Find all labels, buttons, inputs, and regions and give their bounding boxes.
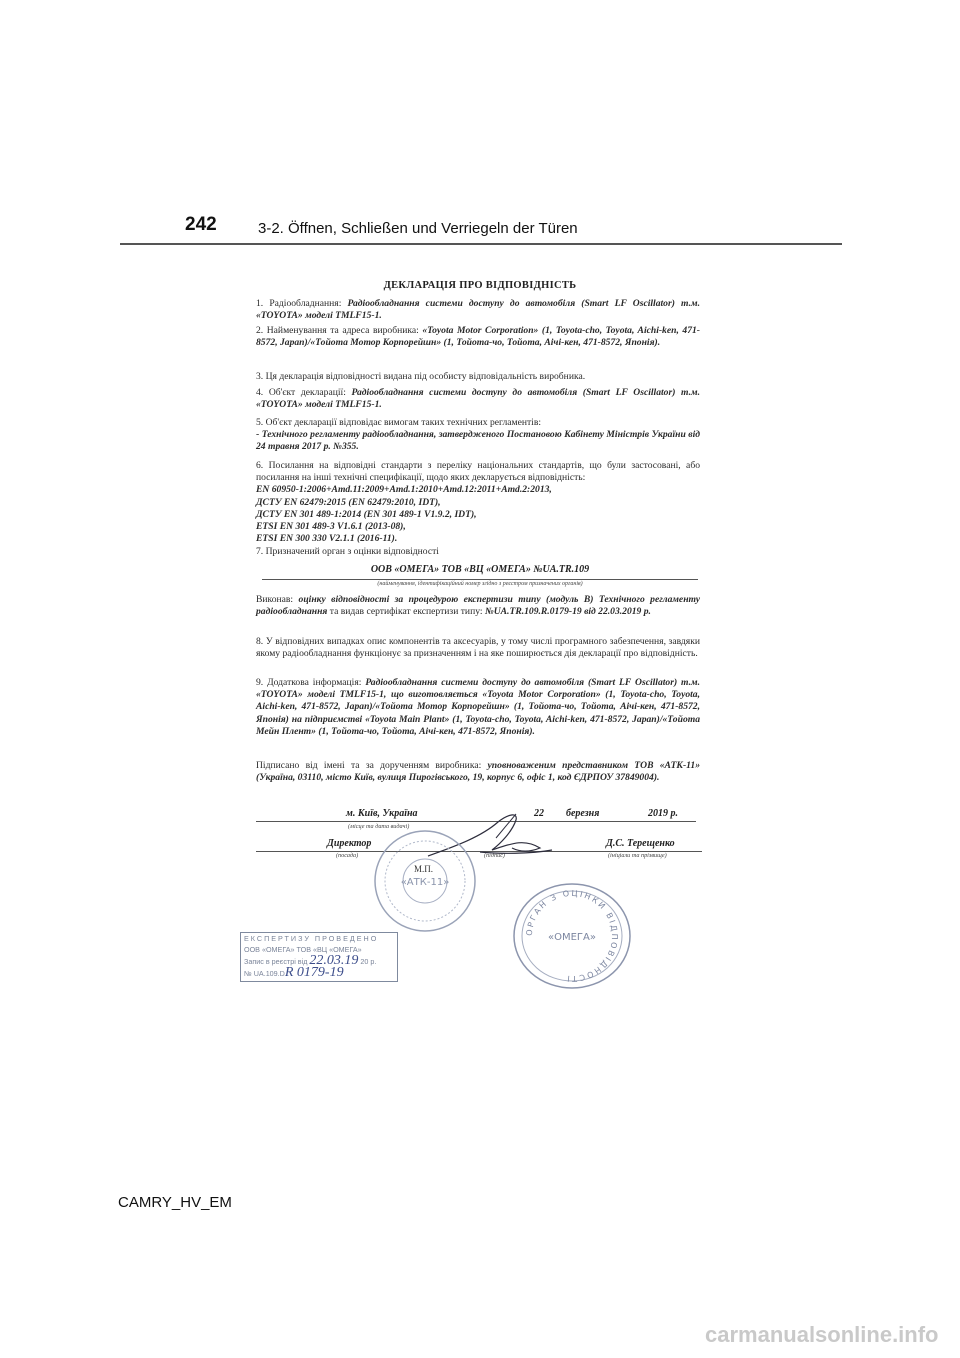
standard-5: ETSI EN 300 330 V2.1.1 (2016-11).	[256, 533, 398, 545]
item-5: 5. Об'єкт декларації відповідає вимогам таких технічних регламентів: - Технічного регламенту радіообладнання, затвердженого Постановою Кабінету Міністрів України від 24 травня 2017 р. №355.	[256, 417, 700, 453]
position-caption: (посада)	[336, 852, 359, 859]
item-2: 2. Найменування та адреса виробника: «Toyota Motor Corporation» (1, Toyota-cho, Toyota, Aichi-ken, 471-8572, Japan)/«Тойота Мотор Корпорейшн» (1, Тойота-чо, Тойота, Аічі-кен, 471-8572, Японія).	[256, 325, 700, 349]
company-seal-label: «АТК-11»	[400, 877, 450, 888]
stamp-line-1: ЕКСПЕРТИЗУ ПРОВЕДЕНО	[244, 934, 379, 943]
omega-seal-label: «ОМЕГА»	[548, 932, 596, 943]
place: м. Київ, Україна	[346, 808, 418, 819]
item-3: 3. Ця декларація відповідності видана під особисту відповідальність виробника.	[256, 371, 586, 382]
conformity-body-name: ООВ «ОМЕГА» ТОВ «ВЦ «ОМЕГА» №UA.TR.109	[370, 564, 590, 575]
signature-caption: (підпис)	[484, 852, 505, 859]
item-7-performed: Виконав: оцінку відповідності за процедурою експертизи типу (модуль В) Технічного регламенту радіообладнання та видав сертифікат експертизи типу: №UA.TR.109.R.0179-19 від 22.03.2019 р.	[256, 594, 700, 618]
signed-by: Підписано від імені та за дорученням виробника: уповноваженим представником ТОВ «АТК-11» (Україна, 03110, місто Київ, вулиця Пирогівського, 19, корпус 6, офіс 1, код ЄДРПОУ 37849004).	[256, 760, 700, 784]
model-id: CAMRY_HV_EM	[118, 1194, 232, 1211]
item-6: 6. Посилання на відповідні стандарти з переліку національних стандартів, що були застосовані, або посилання на інші технічні специфікації, щодо яких декларується відповідність: EN 60950-1:2006+Amd.11:2009+Amd.1:2010+Amd.12:2011+Amd.2:2013, ДСТУ EN 62479:2015 (EN 62479:2010, IDT), ДСТУ EN 301 489-1:2014 (EN 301 489-1 V1.9.2, IDT), ETSI EN 301 489-3 V1.6.1 (2013-08), ETSI EN 300 330 V2.1.1 (2016-11).	[256, 460, 700, 545]
header-divider	[120, 243, 842, 245]
item-9: 9. Додаткова інформація: Радіообладнання системи доступу до автомобіля (Smart LF Oscillator) т.м. «TOYOTA» моделі TMLF15-1, що виготовляється «Toyota Motor Corporation» (1, Toyota-cho, Toyota, Aichi-ken, 471-8572, Japan)/«Тойота Мотор Корпорейшн» (1, Тойота-чо, Тойота, Аічі-кен, 471-8572, Японія) на підприємстві «Toyota Main Plant» (1, Toyota-cho, Toyota, Aichi-ken, 471-8572, Japan)/«Тойота Мейн Плент» (1, Тойота-чо, Тойота, Аічі-кен, 471-8572, Японія).	[256, 677, 700, 737]
standard-2: ДСТУ EN 62479:2015 (EN 62479:2010, IDT),	[256, 496, 441, 508]
signatory-position: Директор	[327, 838, 372, 849]
stamp-line-4: № UA.109.DR 0179-19	[244, 965, 344, 980]
item-1: 1. Радіообладнання: Радіообладнання системи доступу до автомобіля (Smart LF Oscillator) т.м. «TOYOTA» моделі TMLF15-1.	[256, 298, 700, 322]
section-title: 3-2. Öffnen, Schließen und Verriegeln der Türen	[258, 220, 578, 237]
date-month: березня	[566, 808, 600, 819]
conformity-body-caption: (найменування, ідентифікаційний номер згідно з реєстром призначених органів)	[377, 581, 583, 587]
expertise-stamp	[240, 932, 398, 982]
standard-3: ДСТУ EN 301 489-1:2014 (EN 301 489-1 V1.9.2, IDT),	[256, 508, 477, 520]
stamp-line-2: ООВ «ОМЕГА» ТОВ «ВЦ «ОМЕГА»	[244, 945, 362, 954]
company-seal	[370, 826, 480, 936]
item-8: 8. У відповідних випадках опис компонентів та аксесуарів, у тому числі програмного забезпечення, завдяки якому радіообладнання функціонує за призначенням і на яке поширюється дія декларації про відповідність.	[256, 636, 700, 660]
date-year: 2019 р.	[648, 808, 678, 819]
place-caption: (місце та дата видачі)	[348, 823, 410, 830]
page-number: 242	[185, 214, 217, 235]
standard-1: EN 60950-1:2006+Amd.11:2009+Amd.1:2010+Amd.12:2011+Amd.2:2013,	[256, 484, 552, 496]
omega-seal	[508, 880, 636, 992]
signatory-name: Д.С. Терещенко	[606, 838, 675, 849]
mp-label: М.П.	[414, 864, 434, 874]
stamp-line-3: Запис в реєстрі від 22.03.19 20 р.	[244, 953, 377, 968]
name-caption: (ініціали та прізвище)	[608, 852, 667, 859]
declaration-title: ДЕКЛАРАЦІЯ ПРО ВІДПОВІДНІСТЬ	[383, 280, 577, 291]
watermark: carmanualsonline.info	[705, 1322, 939, 1347]
conformity-body-line	[262, 579, 698, 580]
item-7: 7. Призначений орган з оцінки відповідності	[256, 546, 439, 557]
standard-4: ETSI EN 301 489-3 V1.6.1 (2013-08),	[256, 521, 406, 533]
omega-seal-ring: ОРГАН З ОЦІНКИ ВІДПОВІДНОСТІ	[524, 888, 620, 984]
item-4: 4. Об'єкт декларації: Радіообладнання системи доступу до автомобіля (Smart LF Oscillator) т.м. «TOYOTA» моделі TMLF15-1.	[256, 387, 700, 411]
date-day: 22	[534, 808, 544, 819]
